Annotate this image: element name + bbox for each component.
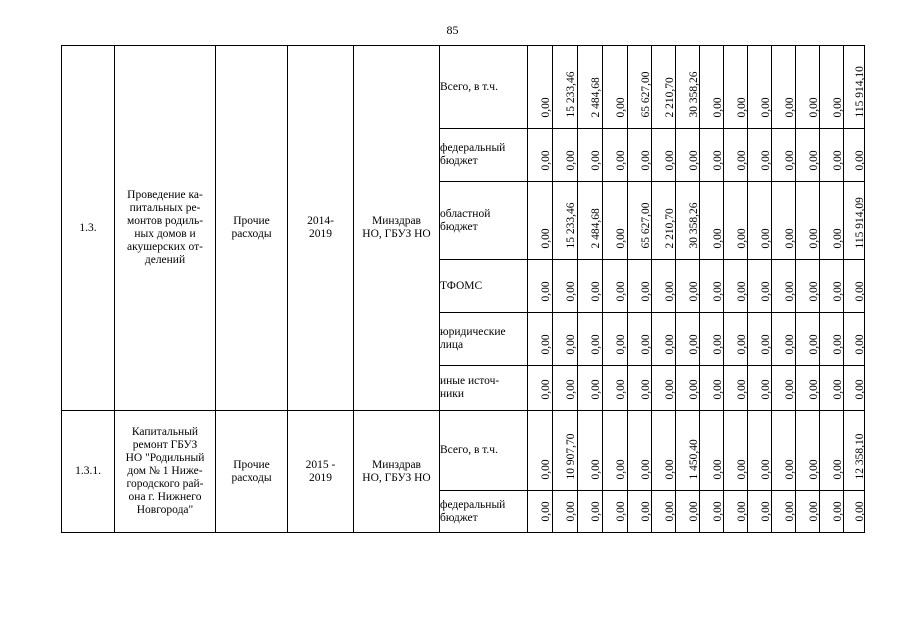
amount-value: 0,00 bbox=[759, 150, 772, 171]
amount-value: 0,00 bbox=[831, 228, 844, 249]
amount-value: 1 450,40 bbox=[687, 439, 700, 480]
amount-value: 0,00 bbox=[540, 334, 552, 355]
amount-cell bbox=[628, 182, 652, 260]
amount-cell bbox=[796, 491, 820, 533]
amount-cell bbox=[844, 366, 865, 411]
amount-value: 0,00 bbox=[711, 379, 724, 400]
amount-cell bbox=[796, 182, 820, 260]
amount-cell bbox=[628, 411, 652, 491]
amount-value: 15 233,46 bbox=[565, 71, 577, 118]
amount-cell bbox=[772, 182, 796, 260]
amount-value: 0,00 bbox=[639, 459, 652, 480]
amount-value: 0,00 bbox=[540, 459, 552, 480]
funding-source: юридические лица bbox=[440, 313, 528, 366]
amount-cell bbox=[844, 411, 865, 491]
amount-value: 0,00 bbox=[639, 501, 652, 522]
funding-source: Всего, в т.ч. bbox=[440, 411, 528, 491]
amount-cell bbox=[652, 129, 676, 182]
amount-value: 0,00 bbox=[759, 334, 772, 355]
amount-cell bbox=[772, 313, 796, 366]
amount-value: 0,00 bbox=[783, 379, 796, 400]
amount-cell bbox=[676, 129, 700, 182]
amount-cell bbox=[528, 366, 553, 411]
amount-value: 0,00 bbox=[540, 379, 552, 400]
amount-cell bbox=[844, 491, 865, 533]
amount-cell bbox=[820, 182, 844, 260]
amount-cell bbox=[528, 129, 553, 182]
amount-value: 0,00 bbox=[590, 501, 602, 522]
amount-cell bbox=[578, 313, 603, 366]
amount-value: 0,00 bbox=[783, 228, 796, 249]
amount-cell bbox=[652, 182, 676, 260]
amount-cell bbox=[528, 313, 553, 366]
amount-cell bbox=[553, 313, 578, 366]
amount-value: 0,00 bbox=[783, 501, 796, 522]
amount-value: 0,00 bbox=[759, 379, 772, 400]
amount-value: 0,00 bbox=[854, 281, 866, 302]
amount-cell bbox=[553, 260, 578, 313]
amount-value: 0,00 bbox=[540, 501, 552, 522]
amount-cell bbox=[796, 260, 820, 313]
amount-value: 0,00 bbox=[615, 459, 627, 480]
amount-value: 0,00 bbox=[711, 281, 724, 302]
amount-value: 0,00 bbox=[854, 379, 866, 400]
amount-cell bbox=[578, 411, 603, 491]
amount-value: 0,00 bbox=[807, 379, 820, 400]
amount-cell bbox=[603, 366, 628, 411]
funding-source: Всего, в т.ч. bbox=[440, 46, 528, 129]
amount-cell bbox=[603, 491, 628, 533]
amount-cell bbox=[748, 366, 772, 411]
amount-cell bbox=[528, 46, 553, 129]
amount-cell bbox=[652, 313, 676, 366]
amount-value: 0,00 bbox=[711, 334, 724, 355]
amount-cell bbox=[603, 129, 628, 182]
amount-cell bbox=[652, 491, 676, 533]
amount-value: 0,00 bbox=[615, 150, 627, 171]
funding-source: областной бюджет bbox=[440, 182, 528, 260]
amount-value: 12 358,10 bbox=[854, 433, 866, 480]
amount-cell bbox=[628, 260, 652, 313]
amount-value: 0,00 bbox=[590, 334, 602, 355]
amount-value: 0,00 bbox=[663, 281, 676, 302]
amount-cell bbox=[724, 260, 748, 313]
amount-value: 0,00 bbox=[615, 334, 627, 355]
amount-cell bbox=[652, 260, 676, 313]
amount-cell bbox=[553, 182, 578, 260]
amount-cell bbox=[676, 313, 700, 366]
amount-value: 0,00 bbox=[807, 281, 820, 302]
amount-cell bbox=[603, 46, 628, 129]
measure-name: Капитальный ремонт ГБУЗ НО "Родильный дом № 1 Ниже- городского рай- она г. Нижнего Новгорода" bbox=[115, 411, 216, 533]
amount-value: 0,00 bbox=[565, 334, 577, 355]
expense-type: Прочие расходы bbox=[216, 411, 288, 533]
executor: Минздрав НО, ГБУЗ НО bbox=[354, 46, 440, 411]
amount-value: 0,00 bbox=[615, 281, 627, 302]
amount-value: 0,00 bbox=[711, 459, 724, 480]
amount-cell bbox=[796, 366, 820, 411]
expense-type: Прочие расходы bbox=[216, 46, 288, 411]
amount-cell bbox=[724, 313, 748, 366]
amount-value: 0,00 bbox=[783, 97, 796, 118]
amount-value: 65 627,00 bbox=[639, 202, 652, 249]
amount-cell bbox=[772, 46, 796, 129]
row-code: 1.3.1. bbox=[62, 411, 115, 533]
amount-cell bbox=[772, 260, 796, 313]
amount-value: 2 484,68 bbox=[590, 208, 602, 249]
amount-cell bbox=[676, 46, 700, 129]
amount-cell bbox=[700, 46, 724, 129]
amount-value: 0,00 bbox=[854, 334, 866, 355]
amount-value: 0,00 bbox=[565, 379, 577, 400]
amount-value: 0,00 bbox=[759, 97, 772, 118]
amount-cell bbox=[700, 129, 724, 182]
amount-value: 0,00 bbox=[663, 334, 676, 355]
amount-value: 0,00 bbox=[807, 97, 820, 118]
amount-cell bbox=[724, 411, 748, 491]
amount-value: 0,00 bbox=[831, 97, 844, 118]
amount-cell bbox=[676, 411, 700, 491]
amount-value: 0,00 bbox=[711, 501, 724, 522]
amount-cell bbox=[772, 411, 796, 491]
amount-value: 0,00 bbox=[759, 228, 772, 249]
amount-value: 0,00 bbox=[831, 281, 844, 302]
amount-value: 0,00 bbox=[565, 281, 577, 302]
amount-cell bbox=[724, 182, 748, 260]
executor: Минздрав НО, ГБУЗ НО bbox=[354, 411, 440, 533]
amount-cell bbox=[603, 182, 628, 260]
amount-value: 0,00 bbox=[735, 459, 748, 480]
amount-value: 0,00 bbox=[735, 281, 748, 302]
amount-value: 0,00 bbox=[687, 150, 700, 171]
amount-value: 0,00 bbox=[615, 228, 627, 249]
amount-cell bbox=[844, 46, 865, 129]
amount-value: 0,00 bbox=[807, 501, 820, 522]
amount-cell bbox=[603, 260, 628, 313]
amount-cell bbox=[844, 129, 865, 182]
amount-cell bbox=[748, 313, 772, 366]
amount-cell bbox=[772, 491, 796, 533]
amount-cell bbox=[628, 491, 652, 533]
amount-value: 0,00 bbox=[540, 228, 552, 249]
amount-cell bbox=[628, 366, 652, 411]
amount-value: 0,00 bbox=[807, 334, 820, 355]
measure-name: Проведение ка- питальных ре- монтов родиль- ных домов и акушерских от- делений bbox=[115, 46, 216, 411]
amount-value: 0,00 bbox=[735, 379, 748, 400]
amount-value: 0,00 bbox=[711, 150, 724, 171]
amount-value: 0,00 bbox=[735, 334, 748, 355]
amount-value: 0,00 bbox=[783, 150, 796, 171]
amount-value: 0,00 bbox=[759, 459, 772, 480]
funding-source: иные источ- ники bbox=[440, 366, 528, 411]
amount-value: 0,00 bbox=[663, 150, 676, 171]
amount-value: 115 914,09 bbox=[854, 197, 866, 249]
amount-cell bbox=[528, 182, 553, 260]
amount-value: 0,00 bbox=[615, 501, 627, 522]
amount-cell bbox=[676, 491, 700, 533]
amount-value: 0,00 bbox=[565, 501, 577, 522]
amount-cell bbox=[676, 366, 700, 411]
amount-value: 0,00 bbox=[639, 281, 652, 302]
amount-cell bbox=[820, 313, 844, 366]
amount-value: 0,00 bbox=[639, 379, 652, 400]
amount-cell bbox=[553, 411, 578, 491]
amount-cell bbox=[578, 46, 603, 129]
amount-cell bbox=[748, 411, 772, 491]
amount-value: 30 358,26 bbox=[687, 202, 700, 249]
amount-cell bbox=[528, 260, 553, 313]
amount-value: 0,00 bbox=[663, 501, 676, 522]
amount-cell bbox=[748, 491, 772, 533]
amount-value: 0,00 bbox=[807, 228, 820, 249]
amount-cell bbox=[820, 260, 844, 313]
amount-cell bbox=[820, 411, 844, 491]
amount-value: 2 210,70 bbox=[663, 208, 676, 249]
amount-value: 0,00 bbox=[854, 501, 866, 522]
amount-value: 0,00 bbox=[711, 97, 724, 118]
amount-value: 0,00 bbox=[831, 379, 844, 400]
amount-value: 0,00 bbox=[540, 150, 552, 171]
amount-value: 0,00 bbox=[831, 501, 844, 522]
amount-cell bbox=[820, 366, 844, 411]
amount-cell bbox=[844, 313, 865, 366]
amount-value: 10 907,70 bbox=[565, 433, 577, 480]
amount-cell bbox=[578, 182, 603, 260]
page-number: 85 bbox=[446, 23, 459, 37]
funding-source: ТФОМС bbox=[440, 260, 528, 313]
funding-source: федеральный бюджет bbox=[440, 491, 528, 533]
amount-cell bbox=[676, 182, 700, 260]
amount-cell bbox=[700, 411, 724, 491]
amount-value: 0,00 bbox=[759, 501, 772, 522]
amount-cell bbox=[724, 129, 748, 182]
amount-value: 0,00 bbox=[590, 459, 602, 480]
amount-cell bbox=[578, 491, 603, 533]
amount-cell bbox=[796, 46, 820, 129]
amount-cell bbox=[528, 411, 553, 491]
amount-cell bbox=[844, 182, 865, 260]
amount-cell bbox=[603, 411, 628, 491]
amount-value: 0,00 bbox=[663, 459, 676, 480]
amount-value: 0,00 bbox=[615, 97, 627, 118]
amount-cell bbox=[796, 411, 820, 491]
amount-cell bbox=[700, 491, 724, 533]
amount-value: 115 914,10 bbox=[854, 66, 866, 118]
amount-value: 0,00 bbox=[687, 334, 700, 355]
amount-value: 0,00 bbox=[759, 281, 772, 302]
amount-value: 0,00 bbox=[663, 379, 676, 400]
amount-cell bbox=[628, 46, 652, 129]
amount-cell bbox=[553, 366, 578, 411]
amount-value: 0,00 bbox=[540, 97, 552, 118]
amount-cell bbox=[700, 260, 724, 313]
period: 2015 - 2019 bbox=[288, 411, 354, 533]
amount-value: 0,00 bbox=[590, 379, 602, 400]
amount-cell bbox=[603, 313, 628, 366]
amount-cell bbox=[700, 366, 724, 411]
amount-cell bbox=[748, 46, 772, 129]
amount-cell bbox=[628, 129, 652, 182]
amount-cell bbox=[796, 129, 820, 182]
amount-value: 65 627,00 bbox=[639, 71, 652, 118]
amount-cell bbox=[700, 182, 724, 260]
amount-cell bbox=[820, 491, 844, 533]
amount-cell bbox=[820, 129, 844, 182]
amount-value: 0,00 bbox=[590, 150, 602, 171]
amount-value: 2 210,70 bbox=[663, 77, 676, 118]
amount-value: 0,00 bbox=[783, 334, 796, 355]
table-row bbox=[62, 411, 865, 491]
amount-cell bbox=[578, 129, 603, 182]
funding-source: федеральный бюджет bbox=[440, 129, 528, 182]
amount-value: 0,00 bbox=[687, 501, 700, 522]
amount-cell bbox=[724, 366, 748, 411]
amount-cell bbox=[652, 46, 676, 129]
amount-cell bbox=[748, 182, 772, 260]
amount-cell bbox=[628, 313, 652, 366]
amount-cell bbox=[553, 491, 578, 533]
amount-value: 0,00 bbox=[639, 334, 652, 355]
amount-cell bbox=[772, 366, 796, 411]
amount-cell bbox=[820, 46, 844, 129]
amount-cell bbox=[528, 491, 553, 533]
amount-cell bbox=[652, 411, 676, 491]
amount-cell bbox=[553, 46, 578, 129]
amount-value: 0,00 bbox=[639, 150, 652, 171]
amount-value: 0,00 bbox=[807, 459, 820, 480]
amount-value: 30 358,26 bbox=[687, 71, 700, 118]
amount-value: 0,00 bbox=[735, 150, 748, 171]
period: 2014- 2019 bbox=[288, 46, 354, 411]
amount-cell bbox=[578, 260, 603, 313]
amount-value: 0,00 bbox=[735, 501, 748, 522]
amount-value: 0,00 bbox=[831, 334, 844, 355]
amount-value: 0,00 bbox=[711, 228, 724, 249]
amount-value: 0,00 bbox=[687, 379, 700, 400]
amount-cell bbox=[578, 366, 603, 411]
amount-value: 2 484,68 bbox=[590, 77, 602, 118]
amount-value: 0,00 bbox=[565, 150, 577, 171]
amount-value: 0,00 bbox=[540, 281, 552, 302]
amount-value: 0,00 bbox=[615, 379, 627, 400]
amount-value: 0,00 bbox=[687, 281, 700, 302]
amount-cell bbox=[724, 46, 748, 129]
amount-cell bbox=[772, 129, 796, 182]
amount-cell bbox=[700, 313, 724, 366]
amount-cell bbox=[553, 129, 578, 182]
amount-value: 0,00 bbox=[783, 459, 796, 480]
amount-value: 0,00 bbox=[590, 281, 602, 302]
amount-cell bbox=[796, 313, 820, 366]
amount-value: 0,00 bbox=[735, 228, 748, 249]
amount-cell bbox=[676, 260, 700, 313]
table-row bbox=[62, 46, 865, 129]
amount-cell bbox=[844, 260, 865, 313]
amount-value: 0,00 bbox=[783, 281, 796, 302]
budget-table bbox=[61, 45, 865, 533]
amount-value: 0,00 bbox=[831, 459, 844, 480]
amount-cell bbox=[652, 366, 676, 411]
amount-cell bbox=[748, 129, 772, 182]
amount-cell bbox=[748, 260, 772, 313]
amount-cell bbox=[724, 491, 748, 533]
amount-value: 0,00 bbox=[807, 150, 820, 171]
row-code: 1.3. bbox=[62, 46, 115, 411]
amount-value: 15 233,46 bbox=[565, 202, 577, 249]
amount-value: 0,00 bbox=[735, 97, 748, 118]
amount-value: 0,00 bbox=[831, 150, 844, 171]
amount-value: 0,00 bbox=[854, 150, 866, 171]
